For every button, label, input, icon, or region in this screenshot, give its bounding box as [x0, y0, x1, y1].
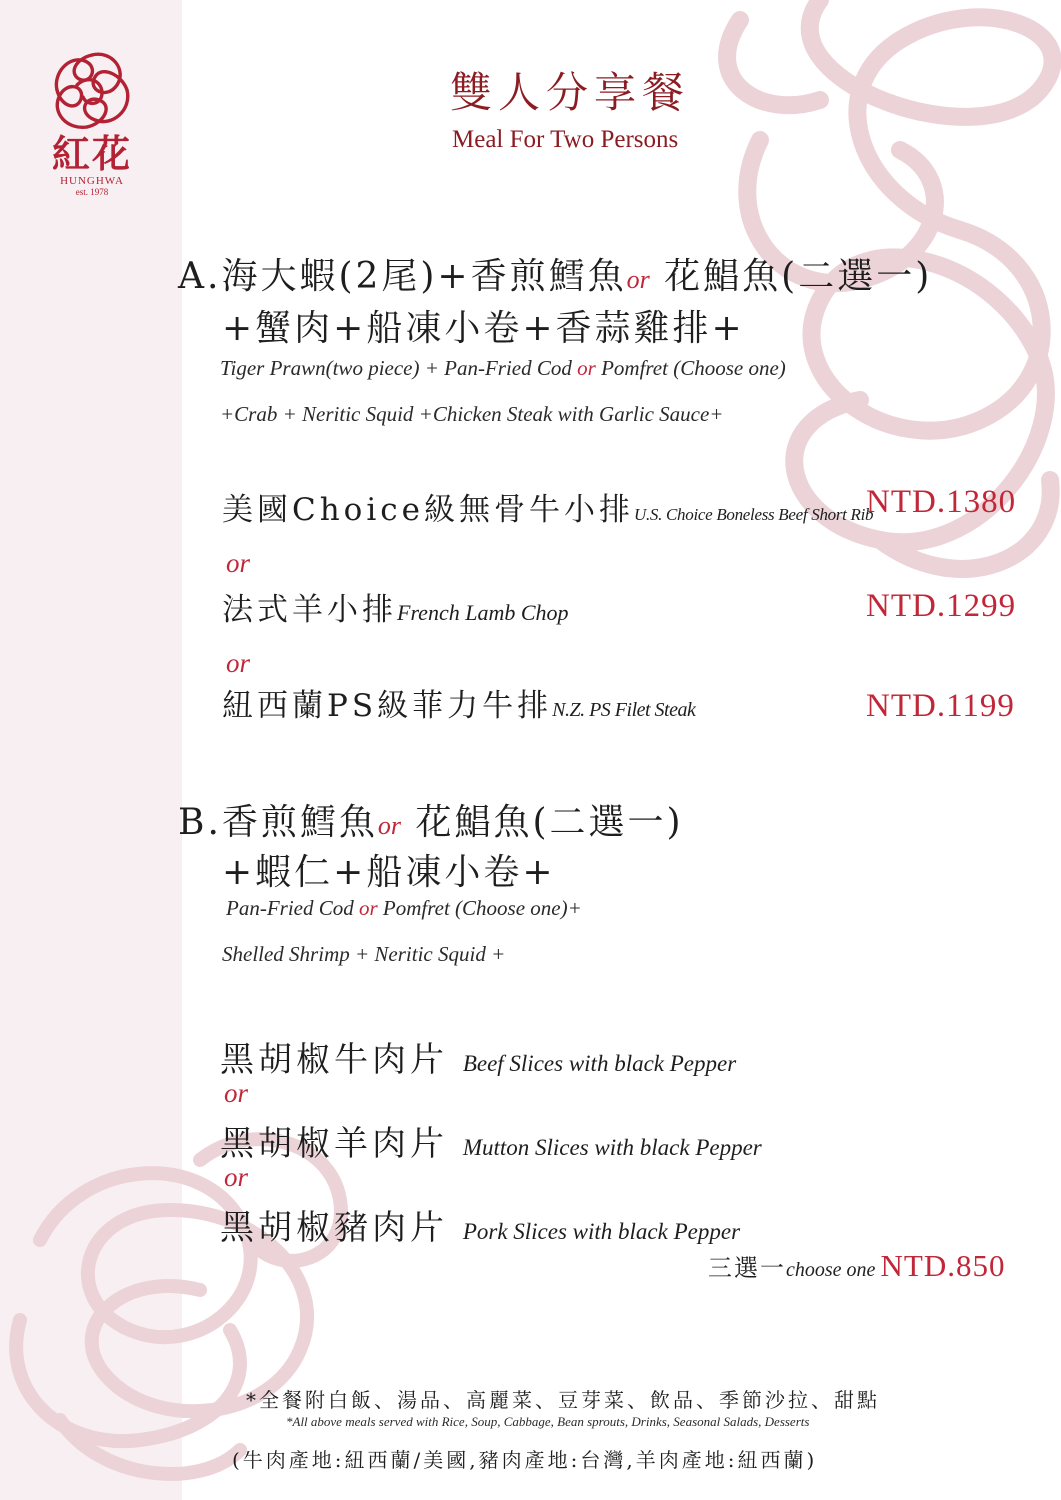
set-b-option-2 [220, 1116, 762, 1165]
set-b-heading-part2: 花鯧魚(二選一) [401, 802, 684, 843]
set-b-english-line1 [226, 896, 582, 921]
brand-logo [44, 45, 140, 225]
set-a-english-line2: +Crab + Neritic Squid +Chicken Steak with Garlic Sauce+ [220, 402, 724, 426]
option-b3-name-cn: 黑胡椒豬肉片 [220, 1208, 448, 1248]
footer-included-items-cn: *全餐附白飯、湯品、高麗菜、豆芽菜、飲品、季節沙拉、甜點 [246, 1388, 880, 1412]
option-3-name-cn: 紐西蘭PS級菲力牛排 [222, 688, 553, 724]
set-a-heading-line1 [178, 248, 932, 299]
set-b-en-part1: Pan-Fried Cod [226, 896, 359, 920]
set-b-heading-line1 [178, 794, 684, 845]
set-a-option-2-price: NTD.1299 [866, 588, 1017, 624]
brand-name-en: HUNGHWA [60, 175, 124, 187]
set-a-en-part1: Tiger Prawn(two piece) + Pan-Fried Cod [220, 356, 578, 380]
option-2-name-cn: 法式羊小排 [222, 592, 397, 628]
brand-name-cn: 紅花 [51, 131, 132, 176]
set-b-option-1 [220, 1032, 736, 1081]
set-a-or-separator-2: or [226, 648, 251, 678]
set-b-choose-cn: 三選一 [708, 1254, 786, 1282]
set-a-option-3 [222, 680, 695, 725]
set-a-heading-line2: +蟹肉+船凍小卷+香蒜雞排+ [222, 308, 745, 349]
set-a-english-line1 [220, 356, 786, 381]
set-b-english-line2: Shelled Shrimp + Neritic Squid + [222, 942, 506, 966]
set-b-or-separator-2: or [224, 1162, 249, 1192]
footer-meat-origin: (牛肉產地:紐西蘭/美國,豬肉產地:台灣,羊肉產地:紐西蘭) [232, 1448, 818, 1472]
set-a-option-1 [222, 484, 873, 529]
option-b1-name-cn: 黑胡椒牛肉片 [220, 1040, 448, 1080]
set-b-choose-en: choose one [786, 1259, 876, 1281]
set-b-or-separator-1: or [224, 1078, 249, 1108]
option-b2-name-en: Mutton Slices with black Pepper [462, 1135, 762, 1160]
set-b-price: NTD.850 [880, 1248, 1006, 1283]
set-a-en-or: or [577, 356, 596, 380]
option-3-name-en: N.Z. PS Filet Steak [552, 699, 696, 721]
set-b-price-line [708, 1248, 1005, 1284]
set-b-heading-part1: B.香煎鱈魚 [178, 802, 378, 843]
set-a-or-separator-1: or [226, 548, 251, 578]
set-b-heading-line2: +蝦仁+船凍小卷+ [222, 852, 556, 893]
set-a-option-1-price: NTD.1380 [866, 484, 1017, 520]
set-a-or-word: or [626, 265, 650, 294]
set-a-heading-part1: A.海大蝦(2尾)+香煎鱈魚 [178, 256, 627, 297]
set-a-option-3-price: NTD.1199 [866, 688, 1015, 724]
left-background-band [0, 0, 182, 1500]
set-b-en-part2: Pomfret (Choose one)+ [377, 896, 582, 920]
brand-established: est. 1978 [75, 187, 109, 197]
set-a-heading-part2: 花鯧魚(二選一) [649, 256, 933, 297]
page-title-en: Meal For Two Persons [452, 126, 679, 153]
page-title-cn: 雙人分享餐 [450, 68, 691, 117]
set-b-en-or: or [358, 896, 378, 920]
option-b3-name-en: Pork Slices with black Pepper [462, 1219, 741, 1244]
option-1-name-cn: 美國Choice級無骨牛小排 [222, 492, 634, 528]
option-2-name-en: French Lamb Chop [397, 600, 569, 625]
footer-included-items-en: *All above meals served with Rice, Soup, Cabbage, Bean sprouts, Drinks, Seasonal Salads, Desserts [286, 1414, 810, 1429]
hunghwa-flower-logo-icon [47, 45, 137, 135]
option-b2-name-cn: 黑胡椒羊肉片 [220, 1124, 448, 1164]
set-b-or-word: or [377, 811, 402, 840]
set-b-option-3 [220, 1200, 740, 1249]
option-1-name-en: U.S. Choice Boneless Beef Short Rib [633, 505, 874, 524]
set-a-en-part2: Pomfret (Choose one) [595, 356, 786, 380]
option-b1-name-en: Beef Slices with black Pepper [462, 1051, 737, 1076]
set-a-option-2 [222, 584, 569, 629]
